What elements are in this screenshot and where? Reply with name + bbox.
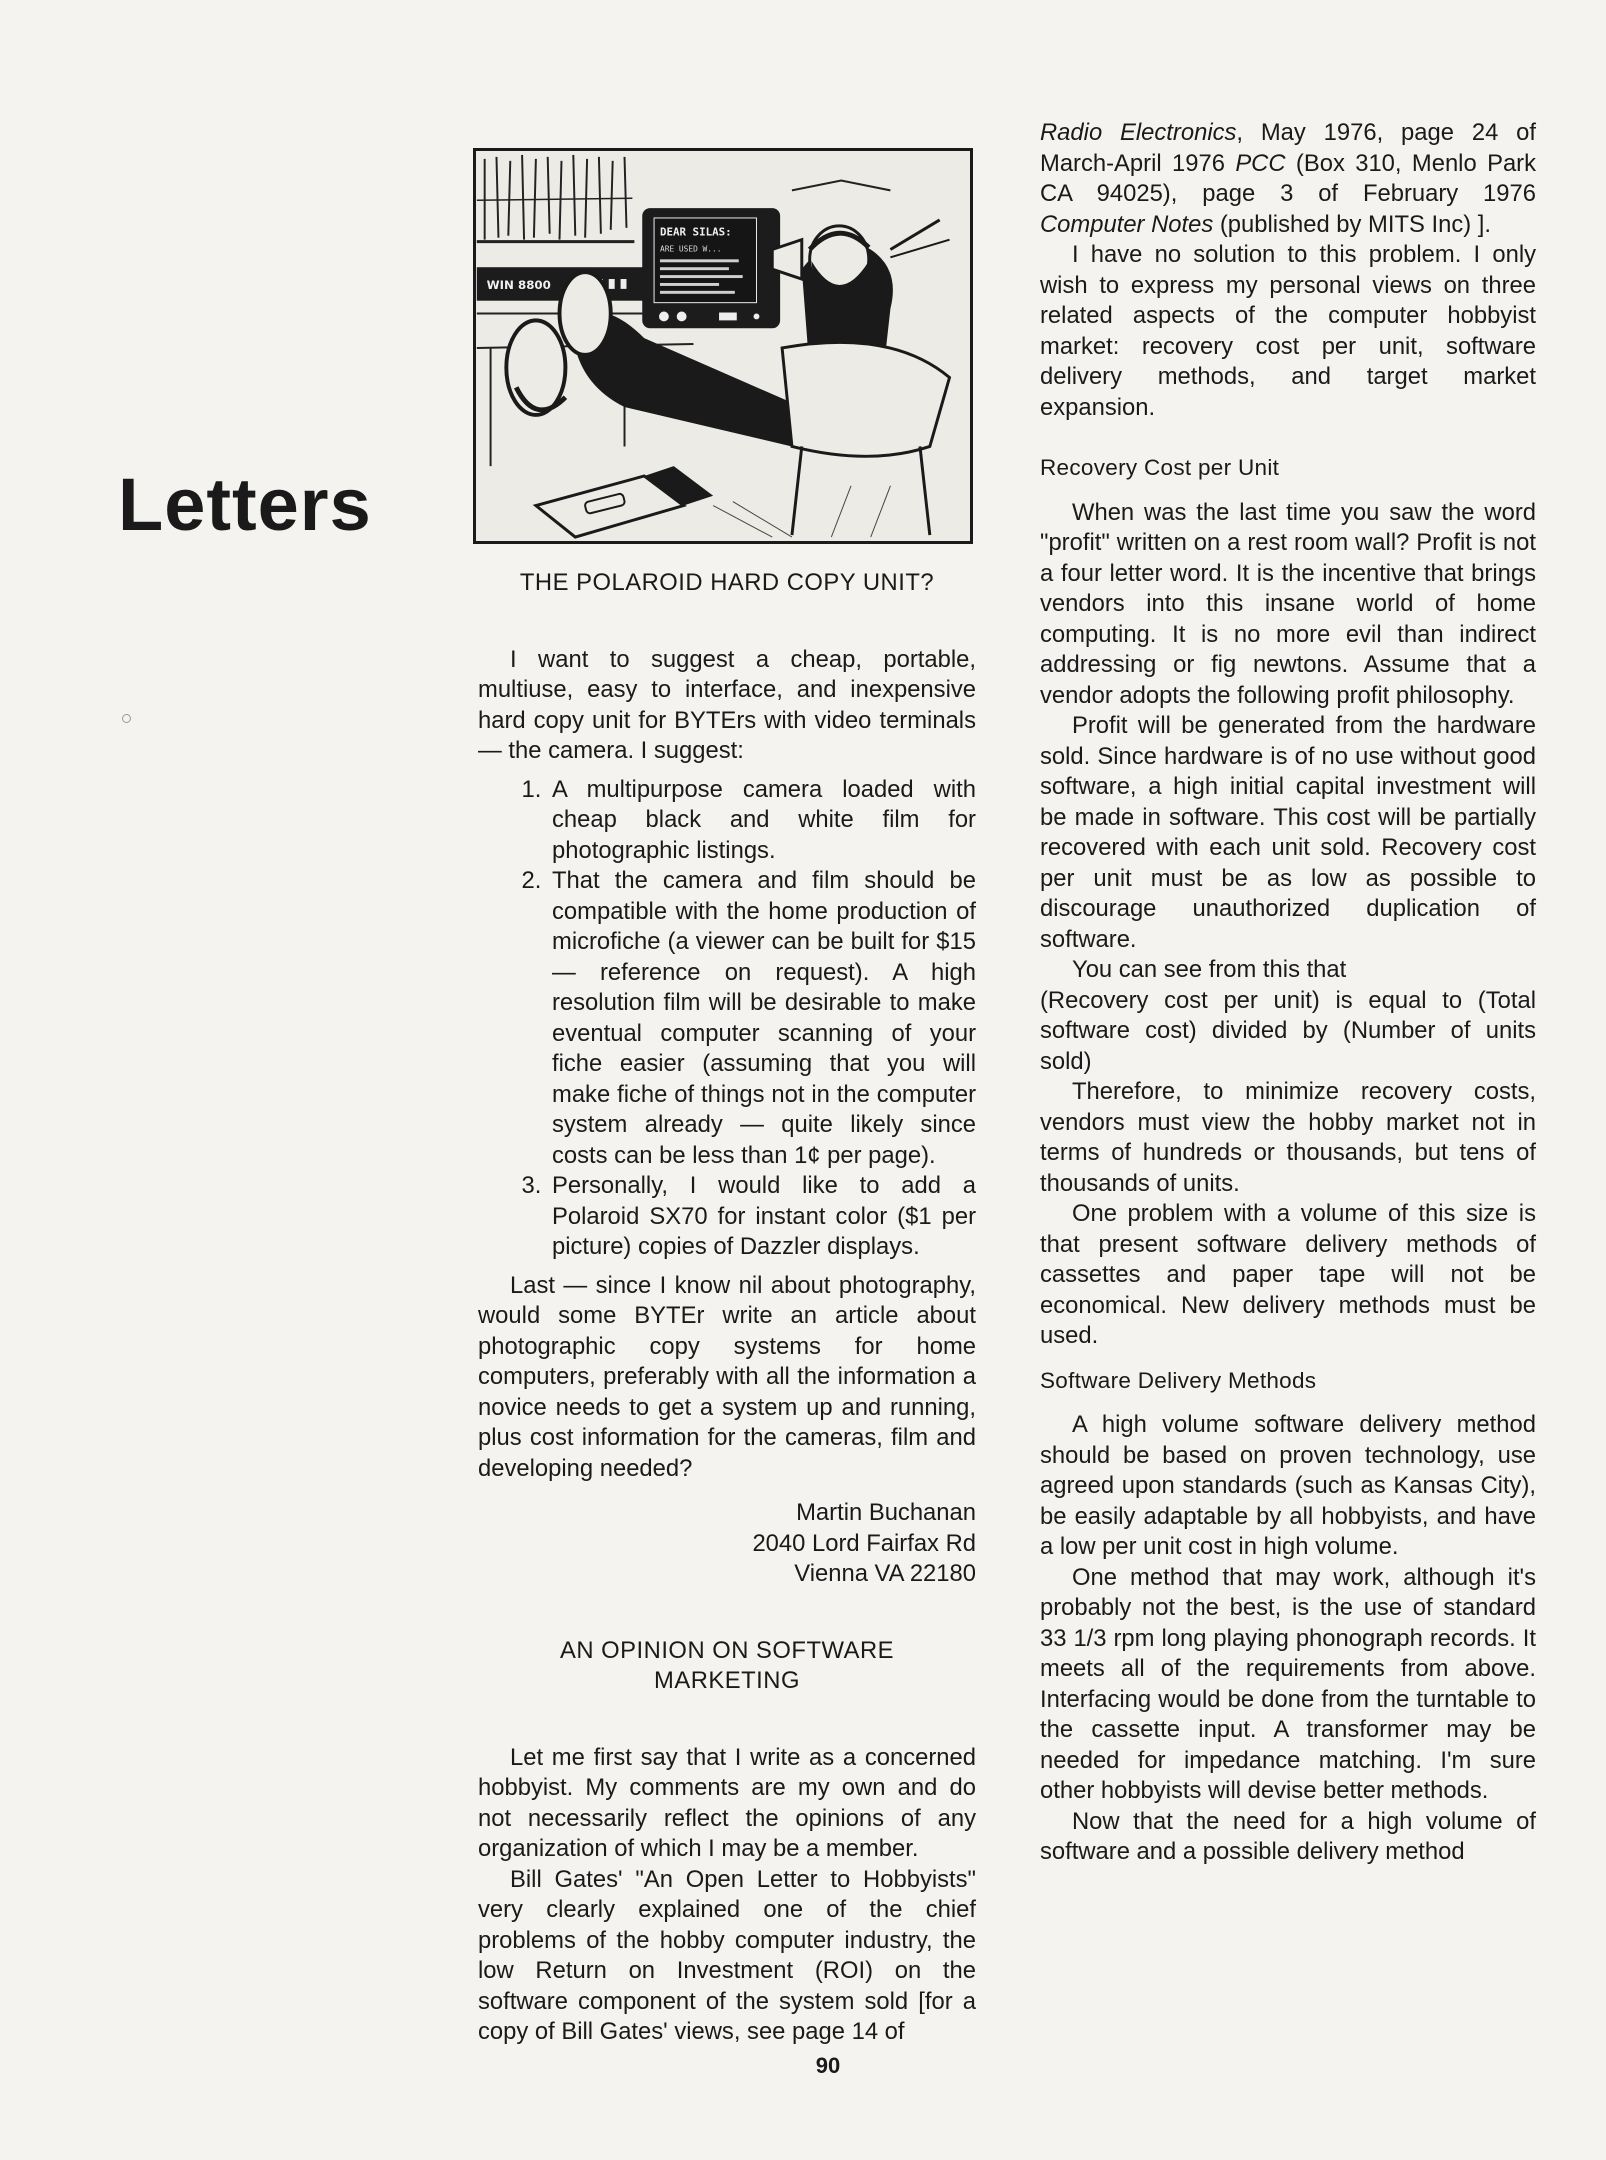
right-column xyxy=(1040,118,1536,1868)
list-item: 3. Personally, I would like to add a Polaroid SX70 for instant color ($1 per picture) copies of Dazzler displays. xyxy=(548,1171,976,1263)
cartoon-illustration xyxy=(473,148,973,544)
subheading-software-delivery: Software Delivery Methods xyxy=(1040,1367,1317,1393)
letter1-closing: Last — since I know nil about photography, would some BYTEr write an article about photographic copy systems for home computers, preferably with all the information a novice needs to get a system up and running, plus cost information for the cameras, film and developing needed? xyxy=(478,1271,976,1482)
letter1-heading: THE POLAROID HARD COPY UNIT? xyxy=(519,569,935,596)
p2-text-4: (published by MITS Inc) ]. xyxy=(1213,210,1491,238)
page-number: 90 xyxy=(815,2053,841,2078)
p2-text-1: Bill Gates' "An Open Letter to Hobbyists" very clearly explained one of the chief problems of the hobby computer industry, the low Return on Investment (ROI) on the software component of the system sold [for a copy of Bill Gates' views, see page 14 of xyxy=(478,1865,976,2045)
letter2-paragraph-6: You can see from this that xyxy=(1072,956,1347,983)
p2-italic-1: Radio Electronics xyxy=(1040,119,1237,146)
recovery-cost-formula: (Recovery cost per unit) is equal to (Total software cost) divided by (Number of units sold) xyxy=(1040,986,1536,1075)
letter2-paragraph-10: One method that may work, although it's probably not the best, is the use of standard 33 1/3 rpm long playing phonograph records. It meets all of the requirements from above. Interfacing would be done from the turntable to the cassette input. A transformer may be needed for impedance matching. I'm sure other hobbyists will devise better methods. xyxy=(1040,1563,1536,1804)
section-title: Letters xyxy=(118,463,372,546)
p2-text-3: (Box 310, Menlo Park CA 94025), page 3 of February 1976 xyxy=(1040,149,1536,207)
box-label: WIN 8800 xyxy=(486,277,551,292)
letter2-paragraph-2a xyxy=(478,1865,976,2048)
p2-italic-2: PCC xyxy=(1235,149,1286,177)
signature-city: Vienna VA 22180 xyxy=(794,1560,976,1587)
letter2-heading-line1: AN OPINION ON SOFTWARE xyxy=(559,1636,895,1664)
letter2-paragraph-3: I have no solution to this problem. I only wish to express my personal views on three related aspects of the computer hobbyist market: recovery cost per unit, software delivery methods, and target market expansion. xyxy=(1040,241,1536,421)
screen-text-1: DEAR SILAS: xyxy=(659,225,732,239)
list-item: 1. A multipurpose camera loaded with cheap black and white film for photographic listings. xyxy=(548,775,976,867)
letter2-paragraph-8: One problem with a volume of this size is that present software delivery methods of cassettes and paper tape will not be economical. New delivery methods must be used. xyxy=(1040,1200,1536,1349)
letter2-paragraph-9: A high volume software delivery method should be based on proven technology, use agreed upon standards (such as Kansas City), be easily adaptable by all hobbyists, and have a low per unit cost in high volume. xyxy=(1040,1411,1536,1560)
middle-column xyxy=(478,568,976,2048)
letter2-heading-line2: MARKETING xyxy=(654,1667,800,1694)
terminal-monitor xyxy=(642,208,780,328)
list-item: 2. That the camera and film should be compatible with the home production of microfiche (a viewer can be built for $15 — reference on request). A high resolution film will be desirable to make eventual computer scanning of your fiche easier (assuming that you will make fiche of things not in the computer system already — quite likely since costs can be less than 1¢ per page). xyxy=(548,866,976,1171)
p2-text-2: , May 1976, page 24 of March-April 1976 xyxy=(1040,119,1536,177)
letter2-paragraph-5: Profit will be generated from the hardware sold. Since hardware is of no use without good software, a high initial capital investment will be made in software. This cost will be partially recovered with each unit sold. Recovery cost per unit must be as low as possible to discourage unauthorized duplication of software. xyxy=(1040,712,1536,953)
letter2-paragraph-11: Now that the need for a high volume of software and a possible delivery method xyxy=(1040,1807,1536,1865)
screen-text-2: ARE USED W... xyxy=(659,244,722,254)
subheading-recovery-cost: Recovery Cost per Unit xyxy=(1040,455,1280,480)
p2-italic-3: Computer Notes xyxy=(1040,210,1214,238)
letter1-list xyxy=(478,775,976,1263)
letter2-paragraph-2b xyxy=(1040,118,1536,240)
letter2-paragraph-1: Let me first say that I write as a concerned hobbyist. My comments are my own and do not necessarily reflect the opinions of any organization of which I may be a member. xyxy=(478,1743,976,1862)
letter2-paragraph-7: Therefore, to minimize recovery costs, vendors must view the hobby market not in terms of hundreds or thousands, but tens of thousands of units. xyxy=(1040,1078,1536,1197)
signature-street: 2040 Lord Fairfax Rd xyxy=(752,1529,976,1557)
stray-mark xyxy=(122,714,131,723)
letter2-paragraph-4: When was the last time you saw the word "profit" written on a rest room wall? Profit is not a four letter word. It is the incentive that brings vendors into this insane world of home computing. It is no more evil than indirect addressing or fig newtons. Assume that a vendor adopts the following profit philosophy. xyxy=(1040,498,1536,709)
signature-name: Martin Buchanan xyxy=(796,1499,976,1526)
letter1-intro: I want to suggest a cheap, portable, multiuse, easy to interface, and inexpensive hard copy unit for BYTErs with video terminals — the camera. I suggest: xyxy=(478,645,976,764)
